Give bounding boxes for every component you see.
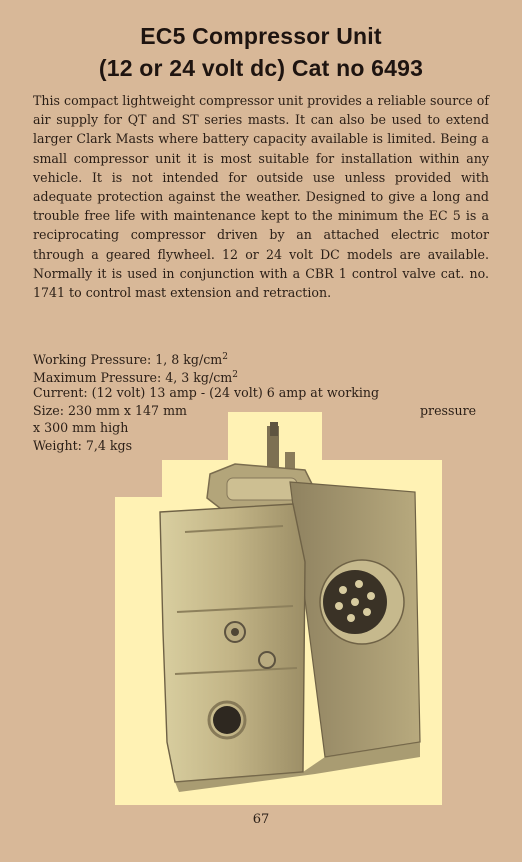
size-text: Size: 230 mm x 147 mm xyxy=(33,402,187,418)
weight-text: Weight: 7,4 kgs xyxy=(33,437,133,453)
working-pressure-exponent: 2 xyxy=(222,352,228,362)
compressor-illustration xyxy=(115,412,442,805)
spec-current xyxy=(33,384,493,402)
spec-maximum-pressure xyxy=(33,367,493,385)
working-pressure-text: Working Pressure: 1, 8 kg/cm xyxy=(33,352,223,367)
size-continuation: x 300 mm high xyxy=(33,420,129,436)
description-paragraph: This compact lightweight compressor unit provides a reliable source of air supply for QT and ST series masts. It can also be used to extend larger Clark Masts where battery capacity available is limited. Being a small compressor unit it is most suitable for installation within any vehicle. It is not intended for outside use unless provided with adequate protection against the weather. Designed to give a long and trouble free life with maintenance kept to the minimum the EC 5 is a reciprocating compressor driven by an attached electric motor through a geared flywheel. 12 or 24 volt DC models are available. Normally it is used in conjunction with a CBR 1 control valve cat. no. 1741 to control mast extension and retraction. xyxy=(33,93,489,301)
current-continuation: pressure xyxy=(420,402,477,418)
page-subtitle: (12 or 24 volt dc) Cat no 6493 xyxy=(98,55,424,81)
spec-working-pressure xyxy=(33,349,493,367)
page-number: 67 xyxy=(252,812,270,827)
compressor-photo xyxy=(115,412,442,805)
maximum-pressure-exponent: 2 xyxy=(232,369,238,380)
current-text: Current: (12 volt) 13 amp - (24 volt) 6 amp at working xyxy=(33,385,380,401)
page-title: EC5 Compressor Unit xyxy=(140,23,382,49)
maximum-pressure-text: Maximum Pressure: 4, 3 kg/cm xyxy=(33,369,233,385)
